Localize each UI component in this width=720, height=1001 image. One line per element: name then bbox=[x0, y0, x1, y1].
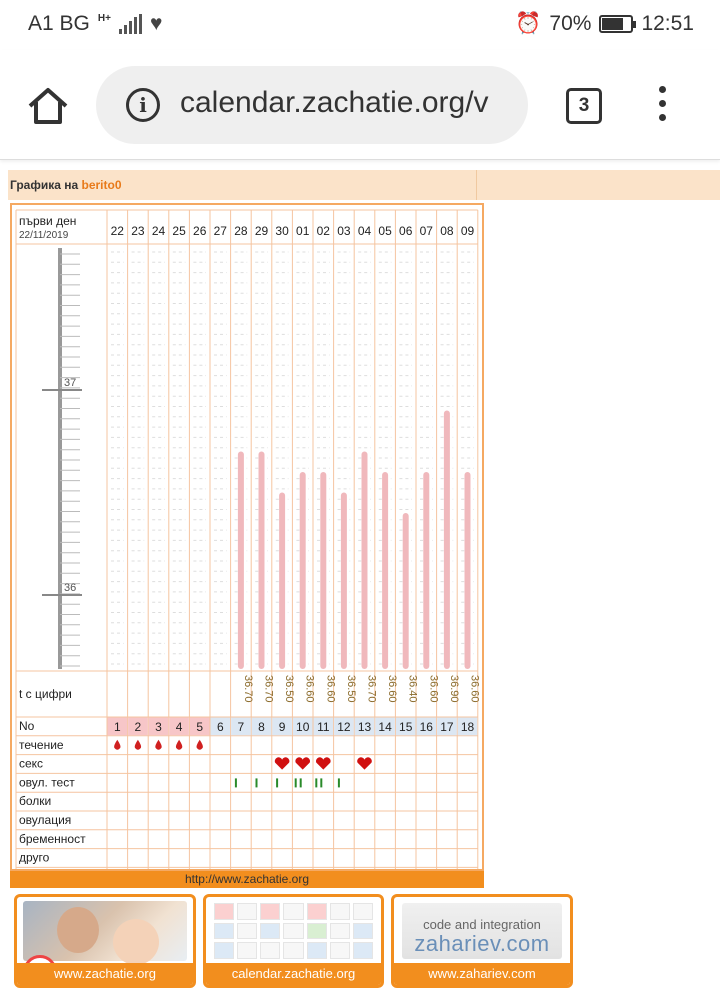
chart-title bbox=[10, 178, 122, 192]
tab-count: 3 bbox=[578, 95, 590, 116]
first-day-date: 22/11/2019 bbox=[19, 230, 69, 241]
cycle-day-number: 15 bbox=[399, 720, 413, 734]
ovulation-test-mark bbox=[295, 778, 297, 787]
chart-header bbox=[8, 170, 720, 200]
temp-value-label: 36.60 bbox=[427, 675, 440, 703]
cycle-day-number: 10 bbox=[296, 720, 310, 734]
temp-bar bbox=[465, 472, 471, 669]
temp-bar bbox=[238, 452, 244, 670]
flow-drop-icon bbox=[155, 740, 161, 750]
family-photo bbox=[23, 901, 187, 961]
day-header: 25 bbox=[172, 224, 186, 238]
temp-bar bbox=[279, 493, 285, 670]
chart-title-prefix: Графика на bbox=[10, 178, 82, 192]
flow-drop-icon bbox=[197, 740, 203, 750]
browser-toolbar bbox=[0, 50, 720, 160]
temp-bar bbox=[382, 472, 388, 669]
first-day-label: първи ден bbox=[19, 214, 77, 228]
cycle-day-number: 11 bbox=[317, 720, 330, 734]
day-header: 24 bbox=[151, 224, 166, 238]
heart-icon bbox=[316, 757, 331, 769]
scale-label-37: 37 bbox=[64, 377, 77, 389]
temp-value-label: 36.60 bbox=[468, 675, 481, 703]
day-header: 03 bbox=[337, 224, 351, 238]
carrier-label: A1 BG bbox=[28, 12, 90, 35]
temp-value-label: 36.90 bbox=[447, 675, 460, 703]
day-header: 23 bbox=[131, 224, 145, 238]
cycle-day-number: 16 bbox=[419, 720, 433, 734]
address-bar[interactable] bbox=[96, 66, 528, 144]
zahariev-banner[interactable] bbox=[391, 894, 573, 988]
temp-value-label: 36.70 bbox=[365, 675, 378, 703]
cycle-day-number: 17 bbox=[440, 720, 454, 734]
temp-value-label: 36.70 bbox=[262, 675, 275, 703]
row-label-pregnancy: бременност bbox=[19, 831, 86, 846]
banner-logo-text: zahariev.com bbox=[414, 931, 550, 956]
temp-bar bbox=[423, 472, 429, 669]
temp-bar bbox=[259, 452, 265, 670]
day-header: 09 bbox=[460, 224, 475, 238]
day-header: 04 bbox=[357, 224, 372, 238]
temp-value-label: 36.60 bbox=[324, 675, 337, 703]
flow-drop-icon bbox=[176, 740, 182, 750]
row-label-no: No bbox=[19, 719, 35, 733]
heart-icon bbox=[295, 757, 310, 769]
ovulation-test-mark bbox=[276, 778, 278, 787]
battery-percent: 70% bbox=[549, 12, 592, 35]
cycle-day-number: 1 bbox=[113, 720, 121, 734]
scale-label-36: 36 bbox=[64, 582, 77, 594]
cycle-day-number: 8 bbox=[258, 720, 265, 734]
flow-drop-icon bbox=[114, 740, 120, 750]
alarm-icon: ⏰ bbox=[515, 12, 542, 35]
ovulation-test-mark bbox=[256, 778, 258, 787]
tabs-icon[interactable] bbox=[566, 88, 602, 124]
day-header: 06 bbox=[399, 224, 413, 238]
temp-bar bbox=[444, 411, 450, 670]
row-label-ov_test: овул. тест bbox=[19, 775, 75, 790]
temp-value-label: 36.50 bbox=[283, 675, 296, 703]
temp-bar bbox=[403, 513, 409, 669]
network-type: H+ bbox=[97, 12, 111, 24]
day-header: 22 bbox=[110, 224, 124, 238]
day-header: 26 bbox=[193, 224, 207, 238]
temp-bar bbox=[300, 472, 306, 669]
cycle-day-number: 13 bbox=[357, 720, 372, 734]
day-header: 02 bbox=[316, 224, 330, 238]
row-label-sex: секс bbox=[19, 756, 44, 771]
battery-icon bbox=[599, 15, 633, 33]
clock: 12:51 bbox=[641, 12, 694, 35]
day-header: 29 bbox=[254, 224, 269, 238]
more-vert-icon[interactable] bbox=[652, 86, 672, 126]
day-header: 01 bbox=[296, 224, 310, 238]
day-header: 27 bbox=[213, 224, 227, 238]
row-label-other: друго bbox=[19, 850, 50, 865]
temp-bar bbox=[341, 493, 347, 670]
day-header: 05 bbox=[378, 224, 392, 238]
temperature-chart bbox=[10, 203, 484, 871]
cycle-day-number: 12 bbox=[337, 720, 351, 734]
info-icon[interactable]: i bbox=[126, 88, 160, 122]
row-label-temp: t с цифри bbox=[19, 687, 72, 701]
temp-bar bbox=[362, 452, 368, 670]
footer-link[interactable] bbox=[10, 871, 484, 888]
temp-value-label: 36.50 bbox=[344, 675, 357, 703]
calendar-banner[interactable] bbox=[203, 894, 384, 988]
chart-grid bbox=[12, 205, 482, 869]
day-header: 07 bbox=[419, 224, 433, 238]
banner-caption: www.zachatie.org bbox=[17, 963, 193, 985]
cycle-day-number: 6 bbox=[216, 720, 224, 734]
zachatie-banner[interactable] bbox=[14, 894, 196, 988]
ovulation-test-mark bbox=[235, 778, 237, 787]
cycle-day-number: 14 bbox=[378, 720, 392, 734]
cycle-day-number: 3 bbox=[155, 720, 162, 734]
home-icon[interactable] bbox=[24, 82, 72, 130]
temp-value-label: 36.60 bbox=[303, 675, 316, 703]
flow-drop-icon bbox=[135, 740, 141, 750]
status-bar bbox=[0, 0, 720, 50]
ovulation-test-mark bbox=[315, 778, 317, 787]
temp-value-label: 36.60 bbox=[386, 675, 399, 703]
row-label-flow: течение bbox=[19, 737, 64, 752]
day-header: 30 bbox=[275, 224, 289, 238]
banner-caption: calendar.zachatie.org bbox=[206, 963, 381, 985]
cycle-day-number: 18 bbox=[460, 720, 475, 734]
mini-calendar-image bbox=[214, 903, 373, 959]
ovulation-test-mark bbox=[300, 778, 302, 787]
cycle-day-number: 5 bbox=[196, 720, 204, 734]
username-link[interactable]: berito0 bbox=[81, 178, 122, 192]
signal-icon bbox=[119, 14, 142, 34]
temp-value-label: 36.70 bbox=[241, 675, 254, 703]
temp-bar bbox=[320, 472, 326, 669]
heart-icon bbox=[275, 757, 290, 769]
day-header: 28 bbox=[234, 224, 248, 238]
ovulation-test-mark bbox=[338, 778, 340, 787]
row-label-ovulation: овулация bbox=[19, 813, 72, 827]
footer-link-text[interactable]: http://www.zachatie.org bbox=[184, 872, 310, 886]
banner-tagline: code and integration bbox=[423, 917, 541, 932]
cycle-day-number: 4 bbox=[175, 720, 183, 734]
cycle-day-number: 2 bbox=[134, 720, 142, 734]
banner-caption: www.zahariev.com bbox=[394, 963, 570, 985]
cycle-day-number: 9 bbox=[278, 720, 286, 734]
ovulation-test-mark bbox=[320, 778, 322, 787]
temp-value-label: 36.40 bbox=[406, 675, 419, 703]
day-header: 08 bbox=[440, 224, 454, 238]
heart-icon bbox=[357, 757, 372, 769]
heart-monitor-icon: ♥ bbox=[149, 12, 163, 35]
url-text[interactable]: calendar.zachatie.org/v bbox=[180, 86, 489, 119]
row-label-pain: болки bbox=[19, 794, 52, 809]
cycle-day-number: 7 bbox=[237, 720, 245, 734]
